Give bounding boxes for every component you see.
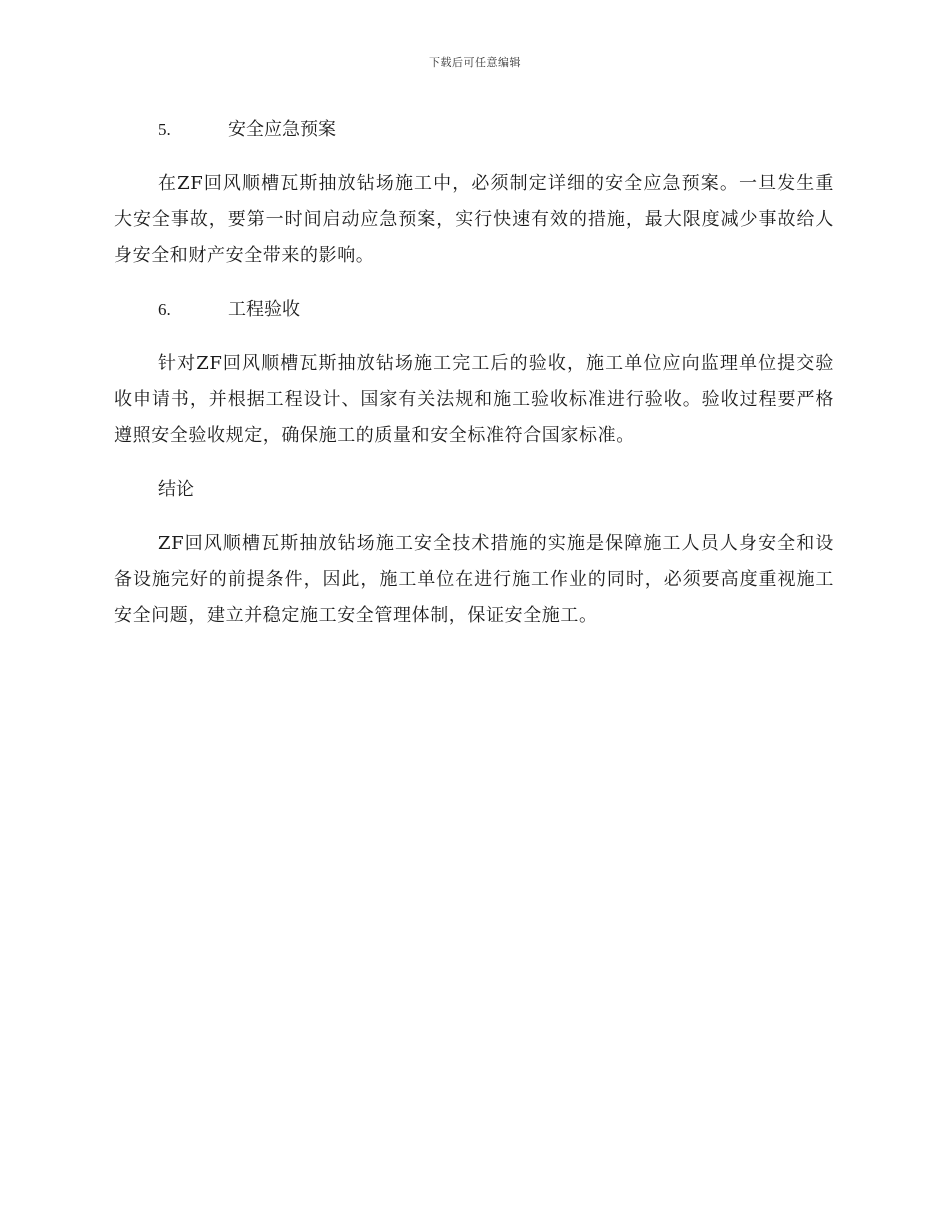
- conclusion-heading: [114, 472, 834, 508]
- conclusion-title: 结论: [158, 479, 194, 500]
- section-5-number: 5.: [158, 120, 171, 139]
- section-6-number: 6.: [158, 300, 171, 319]
- section-6-title: 工程验收: [228, 299, 300, 320]
- section-5-heading: [114, 112, 834, 148]
- section-5-paragraph: 在ZF回风顺槽瓦斯抽放钻场施工中，必须制定详细的安全应急预案。一旦发生重大安全事故，要第一时间启动应急预案，实行快速有效的措施，最大限度减少事故给人身安全和财产安全带来的影响。: [114, 173, 834, 266]
- header-note: 下载后可任意编辑: [429, 56, 521, 69]
- section-6-heading: [114, 292, 834, 328]
- section-6-paragraph: 针对ZF回风顺槽瓦斯抽放钻场施工完工后的验收，施工单位应向监理单位提交验收申请书，并根据工程设计、国家有关法规和施工验收标准进行验收。验收过程要严格遵照安全验收规定，确保施工的质量和安全标准符合国家标准。: [114, 353, 834, 446]
- document-body: [114, 112, 834, 652]
- section-5-title: 安全应急预案: [228, 119, 336, 140]
- conclusion-paragraph: ZF回风顺槽瓦斯抽放钻场施工安全技术措施的实施是保障施工人员人身安全和设备设施完好的前提条件，因此，施工单位在进行施工作业的同时，必须要高度重视施工安全问题，建立并稳定施工安全管理体制，保证安全施工。: [114, 533, 834, 626]
